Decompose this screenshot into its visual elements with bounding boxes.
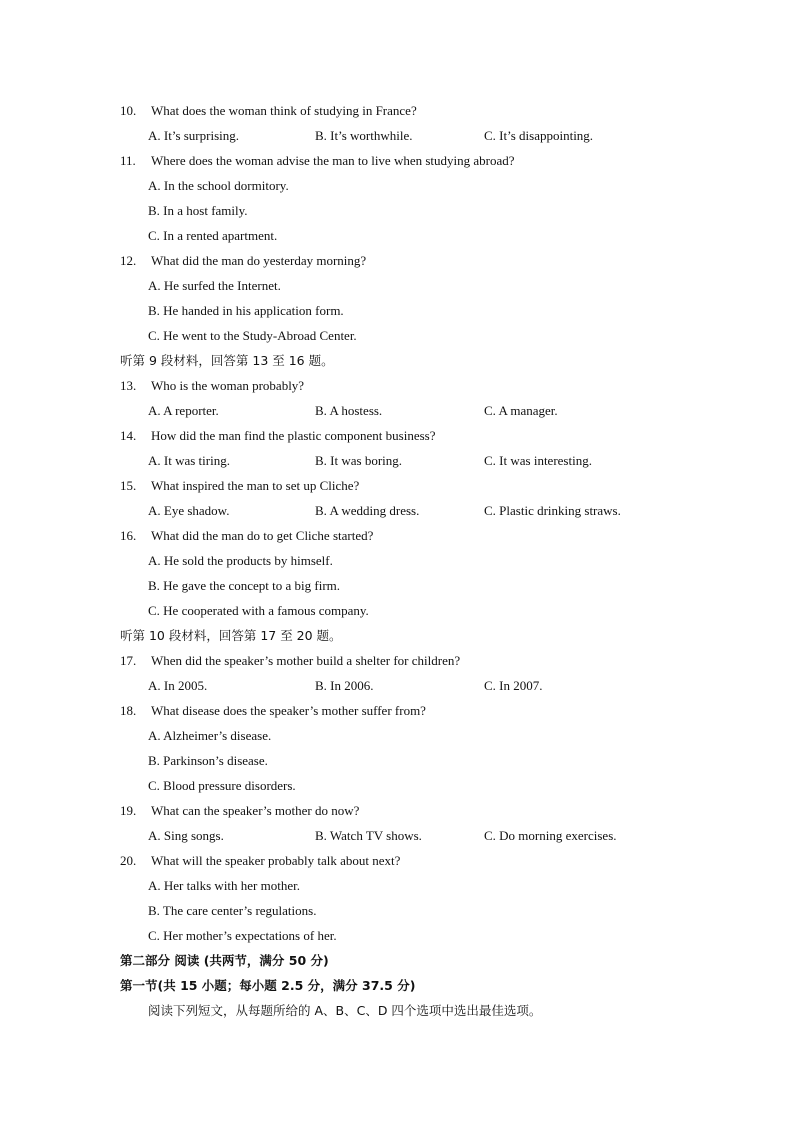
- option-a: A. He sold the products by himself.: [148, 553, 333, 568]
- option-c: C. Do morning exercises.: [484, 828, 617, 843]
- question-number: 18.: [120, 703, 137, 718]
- option-c: C. Plastic drinking straws.: [484, 503, 621, 518]
- option-b: B. Watch TV shows.: [315, 828, 422, 843]
- reading-instruction: 阅读下列短文，从每题所给的 A、B、C、D 四个选项中选出最佳选项。: [148, 1003, 542, 1018]
- option-a: A. It was tiring.: [148, 453, 230, 468]
- question-number: 10.: [120, 103, 137, 118]
- question-text: What did the man do to get Cliche started?: [151, 528, 374, 543]
- option-b: B. A hostess.: [315, 403, 383, 418]
- option-b: B. In a host family.: [148, 203, 248, 218]
- options-row-17: [120, 673, 720, 698]
- option-c: C. It’s disappointing.: [484, 128, 594, 143]
- option-c: C. It was interesting.: [484, 453, 592, 468]
- option-c: C. In a rented apartment.: [148, 228, 278, 243]
- option-c: C. Her mother’s expectations of her.: [148, 928, 337, 943]
- question-number: 19.: [120, 803, 137, 818]
- question-number: 13.: [120, 378, 137, 393]
- question-text: How did the man find the plastic component business?: [151, 428, 436, 443]
- question-number: 16.: [120, 528, 137, 543]
- option-c: C. A manager.: [484, 403, 558, 418]
- option-b: B. He gave the concept to a big firm.: [148, 578, 341, 593]
- question-text: When did the speaker’s mother build a shelter for children?: [151, 653, 461, 668]
- option-b: B. The care center’s regulations.: [148, 903, 317, 918]
- question-number: 15.: [120, 478, 137, 493]
- question-text: What disease does the speaker’s mother suffer from?: [151, 703, 426, 718]
- option-a: A. A reporter.: [148, 403, 219, 418]
- question-text: Who is the woman probably?: [151, 378, 305, 393]
- option-a: A. He surfed the Internet.: [148, 278, 281, 293]
- option-a: A. Her talks with her mother.: [148, 878, 300, 893]
- question-20: [120, 848, 720, 873]
- option-b: B. Parkinson’s disease.: [148, 753, 268, 768]
- question-10: [120, 98, 720, 123]
- question-number: 12.: [120, 253, 137, 268]
- question-text: What does the woman think of studying in France?: [151, 103, 417, 118]
- options-row-15: [120, 498, 720, 523]
- option-c: C. He went to the Study-Abroad Center.: [148, 328, 357, 343]
- option-b: B. It was boring.: [315, 453, 403, 468]
- options-row-13: [120, 398, 720, 423]
- option-a: A. It’s surprising.: [148, 128, 239, 143]
- question-number: 11.: [120, 153, 136, 168]
- question-13: [120, 373, 720, 398]
- option-c: C. Blood pressure disorders.: [148, 778, 296, 793]
- question-number: 17.: [120, 653, 137, 668]
- option-a: A. Sing songs.: [148, 828, 224, 843]
- question-text: Where does the woman advise the man to live when studying abroad?: [151, 153, 515, 168]
- section-one-heading: 第一节(共 15 小题；每小题 2.5 分，满分 37.5 分): [120, 978, 416, 993]
- options-row-10: [120, 123, 720, 148]
- option-a: A. Eye shadow.: [148, 503, 230, 518]
- question-19: [120, 798, 720, 823]
- question-14: [120, 423, 720, 448]
- option-b: B. A wedding dress.: [315, 503, 420, 518]
- option-b: B. In 2006.: [315, 678, 374, 693]
- question-text: What will the speaker probably talk about next?: [151, 853, 401, 868]
- question-number: 20.: [120, 853, 137, 868]
- question-17: [120, 648, 720, 673]
- options-row-19: [120, 823, 720, 848]
- section-heading-9: 听第 9 段材料，回答第 13 至 16 题。: [120, 353, 334, 368]
- question-18: [120, 698, 720, 723]
- question-number: 14.: [120, 428, 137, 443]
- question-text: What inspired the man to set up Cliche?: [151, 478, 360, 493]
- question-15: [120, 473, 720, 498]
- part-two-heading: 第二部分 阅读 (共两节，满分 50 分): [120, 953, 329, 968]
- option-b: B. He handed in his application form.: [148, 303, 344, 318]
- option-b: B. It’s worthwhile.: [315, 128, 413, 143]
- option-c: C. He cooperated with a famous company.: [148, 603, 369, 618]
- option-a: A. In 2005.: [148, 678, 208, 693]
- options-row-14: [120, 448, 720, 473]
- question-text: What can the speaker’s mother do now?: [151, 803, 360, 818]
- section-heading-10: 听第 10 段材料，回答第 17 至 20 题。: [120, 628, 342, 643]
- exam-page-content: [120, 98, 720, 1023]
- option-a: A. Alzheimer’s disease.: [148, 728, 272, 743]
- option-a: A. In the school dormitory.: [148, 178, 289, 193]
- question-12: [120, 248, 720, 273]
- question-16: [120, 523, 720, 548]
- question-text: What did the man do yesterday morning?: [151, 253, 367, 268]
- option-c: C. In 2007.: [484, 678, 543, 693]
- question-11: [120, 148, 720, 173]
